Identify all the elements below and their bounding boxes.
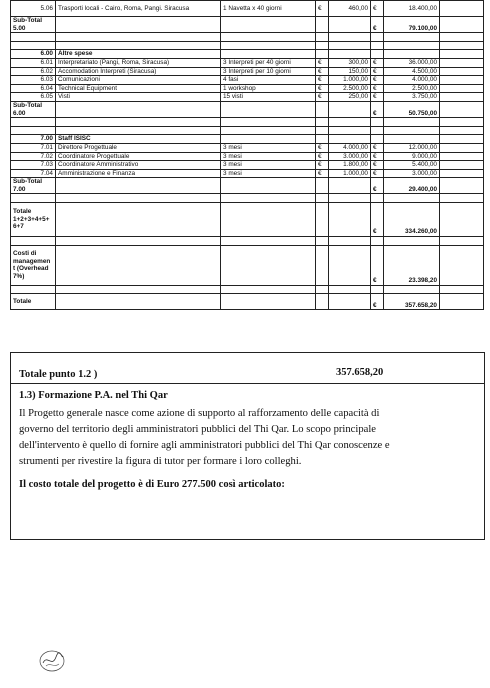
section-heading: Staff ISISC xyxy=(56,135,221,144)
empty-cell xyxy=(56,294,221,310)
empty-cell xyxy=(56,17,221,33)
row-description: Interpretariato (Pangi, Roma, Siracusa) xyxy=(56,58,221,67)
section-paragraph xyxy=(19,406,489,470)
currency-symbol: € xyxy=(371,93,384,102)
spacer-row xyxy=(11,126,484,135)
empty-cell xyxy=(440,84,484,93)
table-row xyxy=(11,76,484,85)
empty-cell xyxy=(221,285,316,294)
empty-cell xyxy=(11,33,56,42)
paragraph-line: dell'intervento è quello di fornire agli amministratori pubblici del Thi Qar conoscenze e xyxy=(19,440,390,451)
empty-cell xyxy=(56,118,221,127)
subtotal-label: Totale 1+2+3+4+5+ 6+7 xyxy=(11,203,56,237)
row-quantity: 15 visti xyxy=(221,93,316,102)
row-code: 6.04 xyxy=(11,84,56,93)
empty-cell xyxy=(56,101,221,117)
empty-cell xyxy=(329,101,371,117)
empty-cell xyxy=(440,58,484,67)
empty-cell xyxy=(329,126,371,135)
total-row xyxy=(11,245,484,285)
table-row xyxy=(11,84,484,93)
unit-cost: 150,00 xyxy=(329,67,371,76)
empty-cell xyxy=(440,101,484,117)
empty-cell xyxy=(384,194,440,203)
empty-cell xyxy=(329,237,371,246)
row-quantity: 3 Interpreti per 40 giorni xyxy=(221,58,316,67)
empty-cell xyxy=(371,50,384,59)
empty-cell xyxy=(221,33,316,42)
empty-cell xyxy=(440,76,484,85)
paragraph-line: strumenti per rivestire la figura di tutor per formare i loro colleghi. xyxy=(19,456,302,467)
empty-cell xyxy=(384,50,440,59)
empty-cell xyxy=(316,50,329,59)
subtotal-label: Totale xyxy=(11,294,56,310)
empty-cell xyxy=(440,118,484,127)
currency-symbol: € xyxy=(371,1,384,17)
empty-cell xyxy=(384,285,440,294)
currency-symbol: € xyxy=(371,152,384,161)
empty-cell xyxy=(56,245,221,285)
currency-symbol: € xyxy=(371,17,384,33)
unit-cost: 460,00 xyxy=(329,1,371,17)
currency-symbol: € xyxy=(371,101,384,117)
budget-table xyxy=(10,0,484,310)
row-quantity: 1 workshop xyxy=(221,84,316,93)
currency-symbol: € xyxy=(316,93,329,102)
table-row xyxy=(11,161,484,170)
empty-cell xyxy=(440,169,484,178)
row-description: Technical Equipment xyxy=(56,84,221,93)
currency-symbol: € xyxy=(316,76,329,85)
empty-cell xyxy=(440,245,484,285)
spacer-row xyxy=(11,237,484,246)
subtotal-value: 23.398,20 xyxy=(384,245,440,285)
currency-symbol: € xyxy=(371,84,384,93)
empty-cell xyxy=(316,33,329,42)
subtotal-row xyxy=(11,294,484,310)
row-total: 9.000,00 xyxy=(384,152,440,161)
empty-cell xyxy=(221,126,316,135)
empty-cell xyxy=(221,17,316,33)
empty-cell xyxy=(440,33,484,42)
empty-cell xyxy=(221,135,316,144)
currency-symbol: € xyxy=(316,1,329,17)
empty-cell xyxy=(11,237,56,246)
subtotal-value: 29.400,00 xyxy=(384,178,440,194)
empty-cell xyxy=(221,50,316,59)
section-code: 7.00 xyxy=(11,135,56,144)
empty-cell xyxy=(440,50,484,59)
row-quantity: 1 Navetta x 40 giorni xyxy=(221,1,316,17)
empty-cell xyxy=(316,194,329,203)
empty-cell xyxy=(329,50,371,59)
empty-cell xyxy=(221,194,316,203)
empty-cell xyxy=(440,194,484,203)
empty-cell xyxy=(371,194,384,203)
row-total: 18.400,00 xyxy=(384,1,440,17)
empty-cell xyxy=(56,194,221,203)
subtotal-row xyxy=(11,178,484,194)
empty-cell xyxy=(371,41,384,50)
row-code: 7.01 xyxy=(11,143,56,152)
table-row xyxy=(11,1,484,17)
empty-cell xyxy=(440,126,484,135)
empty-cell xyxy=(371,118,384,127)
row-code: 6.03 xyxy=(11,76,56,85)
empty-cell xyxy=(221,41,316,50)
row-quantity: 3 mesi xyxy=(221,143,316,152)
empty-cell xyxy=(316,126,329,135)
row-quantity: 3 mesi xyxy=(221,152,316,161)
unit-cost: 4.000,00 xyxy=(329,143,371,152)
empty-cell xyxy=(316,41,329,50)
row-description: Accomodation Interpreti (Siracusa) xyxy=(56,67,221,76)
currency-symbol: € xyxy=(371,169,384,178)
paragraph-line: Il Progetto generale nasce come azione di supporto al rafforzamento delle capacità di xyxy=(19,408,380,419)
subtotal-value: 357.658,20 xyxy=(384,294,440,310)
empty-cell xyxy=(56,178,221,194)
empty-cell xyxy=(440,67,484,76)
empty-cell xyxy=(384,41,440,50)
total-row xyxy=(11,203,484,237)
empty-cell xyxy=(56,33,221,42)
row-description: Coordinatore Amministrativo xyxy=(56,161,221,170)
spacer-row xyxy=(11,41,484,50)
currency-symbol: € xyxy=(371,178,384,194)
row-quantity: 3 mesi xyxy=(221,169,316,178)
empty-cell xyxy=(371,285,384,294)
empty-cell xyxy=(56,41,221,50)
section-heading: Altre spese xyxy=(56,50,221,59)
empty-cell xyxy=(316,237,329,246)
table-row xyxy=(11,143,484,152)
empty-cell xyxy=(56,203,221,237)
row-code: 7.04 xyxy=(11,169,56,178)
empty-cell xyxy=(316,17,329,33)
empty-cell xyxy=(440,41,484,50)
totale-punto-label: Totale punto 1.2 ) xyxy=(19,369,98,380)
empty-cell xyxy=(440,294,484,310)
currency-symbol: € xyxy=(316,58,329,67)
empty-cell xyxy=(221,245,316,285)
spacer-row xyxy=(11,118,484,127)
row-code: 6.02 xyxy=(11,67,56,76)
unit-cost: 1.800,00 xyxy=(329,161,371,170)
currency-symbol: € xyxy=(316,67,329,76)
row-total: 2.500,00 xyxy=(384,84,440,93)
section-code: 6.00 xyxy=(11,50,56,59)
empty-cell xyxy=(371,33,384,42)
subtotal-row xyxy=(11,17,484,33)
empty-cell xyxy=(11,41,56,50)
empty-cell xyxy=(316,118,329,127)
empty-cell xyxy=(440,17,484,33)
empty-cell xyxy=(384,118,440,127)
budget-table-body xyxy=(11,1,484,310)
currency-symbol: € xyxy=(371,67,384,76)
empty-cell xyxy=(316,101,329,117)
empty-cell xyxy=(440,152,484,161)
empty-cell xyxy=(384,237,440,246)
subtotal-label: Sub-Total 6.00 xyxy=(11,101,56,117)
table-row xyxy=(11,152,484,161)
row-total: 4.000,00 xyxy=(384,76,440,85)
empty-cell xyxy=(440,203,484,237)
empty-cell xyxy=(329,17,371,33)
row-total: 3.000,00 xyxy=(384,169,440,178)
section-header-row xyxy=(11,50,484,59)
row-total: 36.000,00 xyxy=(384,58,440,67)
currency-symbol: € xyxy=(316,161,329,170)
empty-cell xyxy=(11,285,56,294)
totale-punto-value: 357.658,20 xyxy=(336,367,384,378)
unit-cost: 1.000,00 xyxy=(329,76,371,85)
empty-cell xyxy=(316,294,329,310)
empty-cell xyxy=(440,178,484,194)
row-description: Amministrazione e Finanza xyxy=(56,169,221,178)
empty-cell xyxy=(316,285,329,294)
row-total: 12.000,00 xyxy=(384,143,440,152)
empty-cell xyxy=(440,1,484,17)
empty-cell xyxy=(316,178,329,194)
subtotal-label: Sub-Total 7.00 xyxy=(11,178,56,194)
table-row xyxy=(11,58,484,67)
totale-punto-box xyxy=(10,352,485,385)
row-code: 6.01 xyxy=(11,58,56,67)
empty-cell xyxy=(11,118,56,127)
empty-cell xyxy=(329,135,371,144)
spacer-row xyxy=(11,285,484,294)
currency-symbol: € xyxy=(316,152,329,161)
row-quantity: 3 mesi xyxy=(221,161,316,170)
empty-cell xyxy=(11,194,56,203)
empty-cell xyxy=(371,237,384,246)
currency-symbol: € xyxy=(371,161,384,170)
empty-cell xyxy=(316,245,329,285)
row-description: Visti xyxy=(56,93,221,102)
row-description: Direttore Progettuale xyxy=(56,143,221,152)
empty-cell xyxy=(440,161,484,170)
empty-cell xyxy=(329,41,371,50)
empty-cell xyxy=(440,93,484,102)
empty-cell xyxy=(329,285,371,294)
empty-cell xyxy=(316,135,329,144)
empty-cell xyxy=(329,33,371,42)
row-description: Trasporti locali - Cairo, Roma, Pangi. Siracusa xyxy=(56,1,221,17)
subtotal-label: Sub-Total 5.00 xyxy=(11,17,56,33)
row-total: 3.750,00 xyxy=(384,93,440,102)
empty-cell xyxy=(221,237,316,246)
paragraph-line: governo del territorio degli amministratori pubblici del Thi Qar. Lo scopo principale xyxy=(19,424,376,435)
empty-cell xyxy=(329,194,371,203)
spacer-row xyxy=(11,33,484,42)
table-row xyxy=(11,169,484,178)
subtotal-value: 50.750,00 xyxy=(384,101,440,117)
currency-symbol: € xyxy=(316,84,329,93)
currency-symbol: € xyxy=(371,76,384,85)
empty-cell xyxy=(371,135,384,144)
empty-cell xyxy=(329,245,371,285)
empty-cell xyxy=(221,178,316,194)
section-header-row xyxy=(11,135,484,144)
signature-stamp-icon xyxy=(38,648,66,674)
row-description: Coordinatore Progettuale xyxy=(56,152,221,161)
empty-cell xyxy=(440,285,484,294)
row-code: 7.03 xyxy=(11,161,56,170)
unit-cost: 250,00 xyxy=(329,93,371,102)
row-code: 7.02 xyxy=(11,152,56,161)
unit-cost: 300,00 xyxy=(329,58,371,67)
row-code: 5.06 xyxy=(11,1,56,17)
currency-symbol: € xyxy=(371,58,384,67)
currency-symbol: € xyxy=(371,203,384,237)
unit-cost: 1.000,00 xyxy=(329,169,371,178)
currency-symbol: € xyxy=(371,294,384,310)
empty-cell xyxy=(440,143,484,152)
subtotal-value: 79.100,00 xyxy=(384,17,440,33)
empty-cell xyxy=(329,178,371,194)
currency-symbol: € xyxy=(316,169,329,178)
empty-cell xyxy=(384,33,440,42)
row-description: Comunicazioni xyxy=(56,76,221,85)
unit-cost: 3.000,00 xyxy=(329,152,371,161)
empty-cell xyxy=(221,101,316,117)
currency-symbol: € xyxy=(371,143,384,152)
section-title: 1.3) Formazione P.A. nel Thi Qar xyxy=(19,390,168,401)
empty-cell xyxy=(371,126,384,135)
section-box xyxy=(10,383,485,540)
spacer-row xyxy=(11,194,484,203)
subtotal-label: Costi di managemen t (Overhead 7%) xyxy=(11,245,56,285)
row-quantity: 3 Interpreti per 10 giorni xyxy=(221,67,316,76)
row-code: 6.05 xyxy=(11,93,56,102)
empty-cell xyxy=(221,203,316,237)
table-row xyxy=(11,67,484,76)
empty-cell xyxy=(221,294,316,310)
empty-cell xyxy=(440,135,484,144)
row-quantity: 4 fasi xyxy=(221,76,316,85)
row-total: 4.500,00 xyxy=(384,67,440,76)
empty-cell xyxy=(11,126,56,135)
currency-symbol: € xyxy=(316,143,329,152)
empty-cell xyxy=(329,118,371,127)
cost-summary-line: Il costo totale del progetto è di Euro 277.500 così articolato: xyxy=(19,479,285,490)
unit-cost: 2.500,00 xyxy=(329,84,371,93)
currency-symbol: € xyxy=(371,245,384,285)
empty-cell xyxy=(56,126,221,135)
subtotal-value: 334.260,00 xyxy=(384,203,440,237)
table-row xyxy=(11,93,484,102)
empty-cell xyxy=(221,118,316,127)
empty-cell xyxy=(384,135,440,144)
empty-cell xyxy=(329,203,371,237)
empty-cell xyxy=(316,203,329,237)
subtotal-row xyxy=(11,101,484,117)
empty-cell xyxy=(329,294,371,310)
empty-cell xyxy=(440,237,484,246)
empty-cell xyxy=(56,285,221,294)
empty-cell xyxy=(384,126,440,135)
empty-cell xyxy=(56,237,221,246)
row-total: 5.400,00 xyxy=(384,161,440,170)
